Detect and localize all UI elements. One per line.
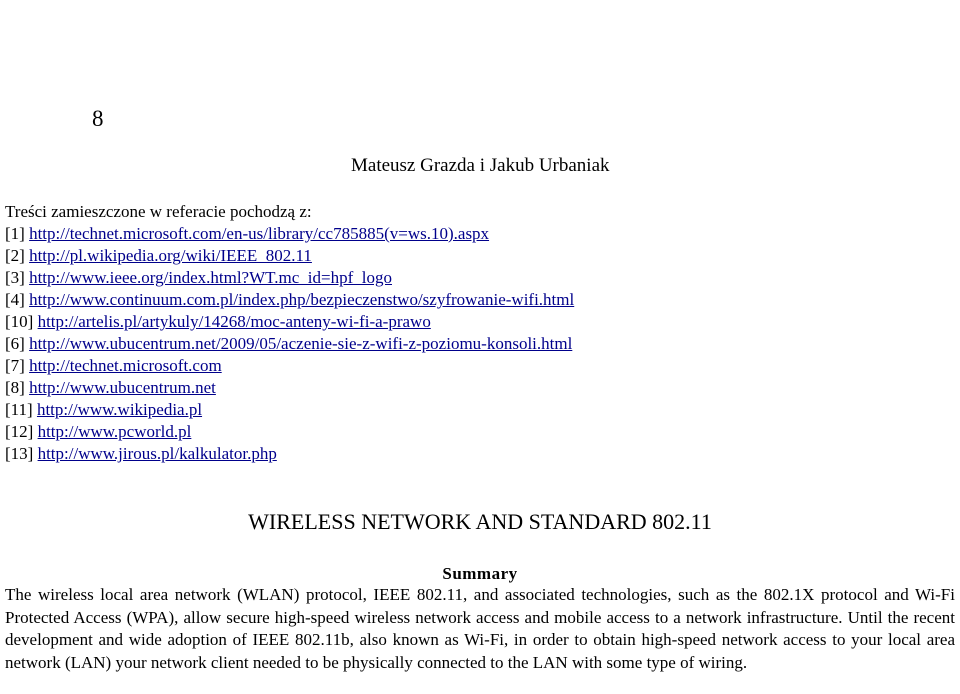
summary-paragraph: The wireless local area network (WLAN) protocol, IEEE 802.11, and associated technologies, such as the 802.1X protocol and Wi-Fi Protected Access (WPA), allow secure high-speed wireless network access and mobile access to a network infrastructure. Until the recent development and wide adoption of IEEE 802.11b, also known as Wi-Fi, in order to obtain high-speed network access to your local area network (LAN) your network client needed to be physically connected to the LAN with some type of wiring.	[5, 585, 955, 672]
reference-link[interactable]: http://pl.wikipedia.org/wiki/IEEE_802.11	[29, 246, 312, 265]
reference-number: [10]	[5, 312, 34, 331]
reference-item	[5, 267, 574, 289]
article-title: WIRELESS NETWORK AND STANDARD 802.11	[248, 509, 712, 534]
page-number: 8	[92, 106, 104, 131]
running-header-authors: Mateusz Grazda i Jakub Urbaniak	[351, 155, 610, 176]
reference-link[interactable]: http://www.jirous.pl/kalkulator.php	[37, 444, 277, 463]
reference-item	[5, 443, 574, 465]
reference-item	[5, 311, 574, 333]
reference-item	[5, 421, 574, 443]
reference-number: [6]	[5, 334, 25, 353]
reference-item	[5, 377, 574, 399]
reference-item	[5, 355, 574, 377]
references-intro: Treści zamieszczone w referacie pochodzą z:	[5, 202, 312, 221]
reference-item	[5, 333, 574, 355]
reference-link[interactable]: http://www.ieee.org/index.html?WT.mc_id=hpf_logo	[29, 268, 392, 287]
reference-link[interactable]: http://artelis.pl/artykuly/14268/moc-anteny-wi-fi-a-prawo	[37, 312, 431, 331]
reference-link[interactable]: http://www.wikipedia.pl	[36, 400, 203, 419]
reference-number: [12]	[5, 422, 34, 441]
reference-number: [13]	[5, 444, 34, 463]
reference-number: [11]	[5, 400, 33, 419]
reference-item	[5, 399, 574, 421]
reference-item	[5, 245, 574, 267]
reference-list	[5, 223, 574, 465]
reference-number: [4]	[5, 290, 25, 309]
reference-link[interactable]: http://www.continuum.com.pl/index.php/bezpieczenstwo/szyfrowanie-wifi.html	[29, 290, 575, 309]
reference-link[interactable]: http://www.ubucentrum.net	[29, 378, 216, 397]
reference-link[interactable]: http://www.ubucentrum.net/2009/05/aczenie-sie-z-wifi-z-poziomu-konsoli.html	[29, 334, 573, 353]
reference-number: [7]	[5, 356, 25, 375]
reference-number: [3]	[5, 268, 25, 287]
reference-number: [1]	[5, 224, 25, 243]
reference-number: [8]	[5, 378, 25, 397]
reference-item	[5, 223, 574, 245]
reference-link[interactable]: http://technet.microsoft.com	[29, 356, 222, 375]
reference-item	[5, 289, 574, 311]
summary-heading: Summary	[442, 564, 518, 583]
reference-number: [2]	[5, 246, 25, 265]
reference-link[interactable]: http://technet.microsoft.com/en-us/library/cc785885(v=ws.10).aspx	[29, 224, 490, 243]
reference-link[interactable]: http://www.pcworld.pl	[37, 422, 192, 441]
